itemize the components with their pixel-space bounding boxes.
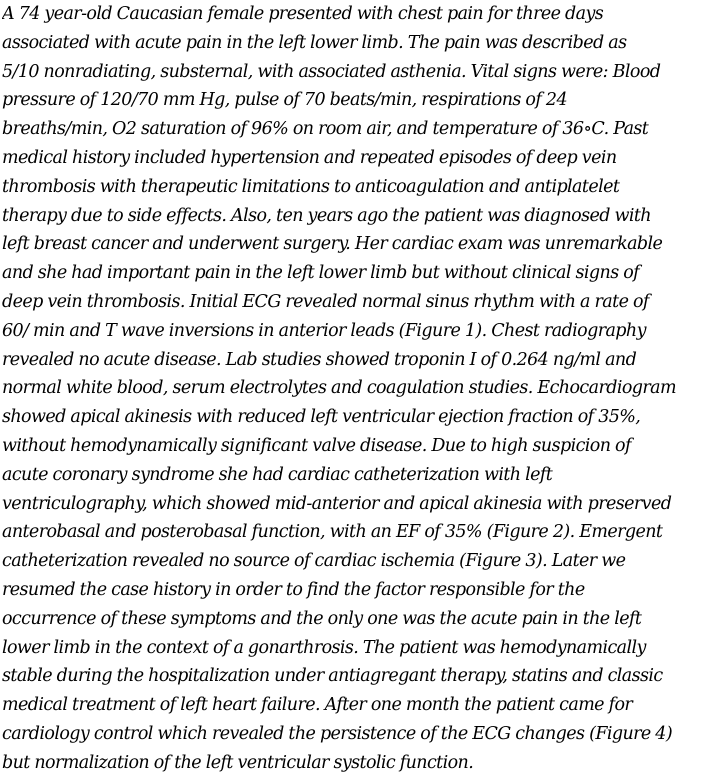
text-line: medical history included hypertension and repeated episodes of deep vein: [2, 147, 617, 168]
text-line: catheterization revealed no source of cardiac ischemia (Figure 3). Later we: [2, 551, 626, 572]
text-line: breaths/min, O2 saturation of 96% on room air, and temperature of 36∘C. Past: [2, 119, 649, 140]
text-line: stable during the hospitalization under antiagregant therapy, statins and classic: [2, 666, 663, 687]
text-line: left breast cancer and underwent surgery. Her cardiac exam was unremarkable: [2, 234, 663, 255]
text-line: 60/ min and T wave inversions in anterior leads (Figure 1). Chest radiography: [2, 320, 646, 341]
text-line: 5/10 nonradiating, substernal, with associated asthenia. Vital signs were: Blood: [2, 61, 661, 82]
text-line: associated with acute pain in the left lower limb. The pain was described as: [2, 32, 627, 53]
text-line: cardiology control which revealed the persistence of the ECG changes (Figure 4): [2, 723, 673, 744]
text-line: but normalization of the left ventricular systolic function.: [2, 752, 474, 773]
text-line: medical treatment of left heart failure. After one month the patient came for: [2, 695, 633, 716]
text-line: normal white blood, serum electrolytes and coagulation studies. Echocardiogram: [2, 378, 676, 399]
text-line: resumed the case history in order to find the factor responsible for the: [2, 579, 585, 600]
text-line: lower limb in the context of a gonarthrosis. The patient was hemodynamically: [2, 637, 646, 658]
text-line: A 74 year-old Caucasian female presented with chest pain for three days: [2, 4, 604, 24]
text-line: ventriculography, which showed mid-anterior and apical akinesia with preserved: [2, 493, 672, 514]
text-line: therapy due to side effects. Also, ten years ago the patient was diagnosed with: [2, 205, 651, 226]
text-line: thrombosis with therapeutic limitations to anticoagulation and antiplatelet: [2, 176, 620, 197]
text-line: deep vein thrombosis. Initial ECG revealed normal sinus rhythm with a rate of: [2, 291, 649, 312]
text-line: showed apical akinesis with reduced left ventricular ejection fraction of 35%,: [2, 407, 641, 428]
case-report-paragraph: [2, 0, 708, 778]
text-line: revealed no acute disease. Lab studies showed troponin I of 0.264 ng/ml and: [2, 349, 637, 370]
text-line: pressure of 120/70 mm Hg, pulse of 70 beats/min, respirations of 24: [2, 90, 567, 111]
text-line: anterobasal and posterobasal function, with an EF of 35% (Figure 2). Emergent: [2, 522, 663, 543]
text-line: without hemodynamically significant valve disease. Due to high suspicion of: [2, 435, 631, 456]
text-line: occurrence of these symptoms and the only one was the acute pain in the left: [2, 608, 642, 629]
text-line: acute coronary syndrome she had cardiac catheterization with left: [2, 464, 553, 485]
text-line: and she had important pain in the left lower limb but without clinical signs of: [2, 263, 640, 284]
